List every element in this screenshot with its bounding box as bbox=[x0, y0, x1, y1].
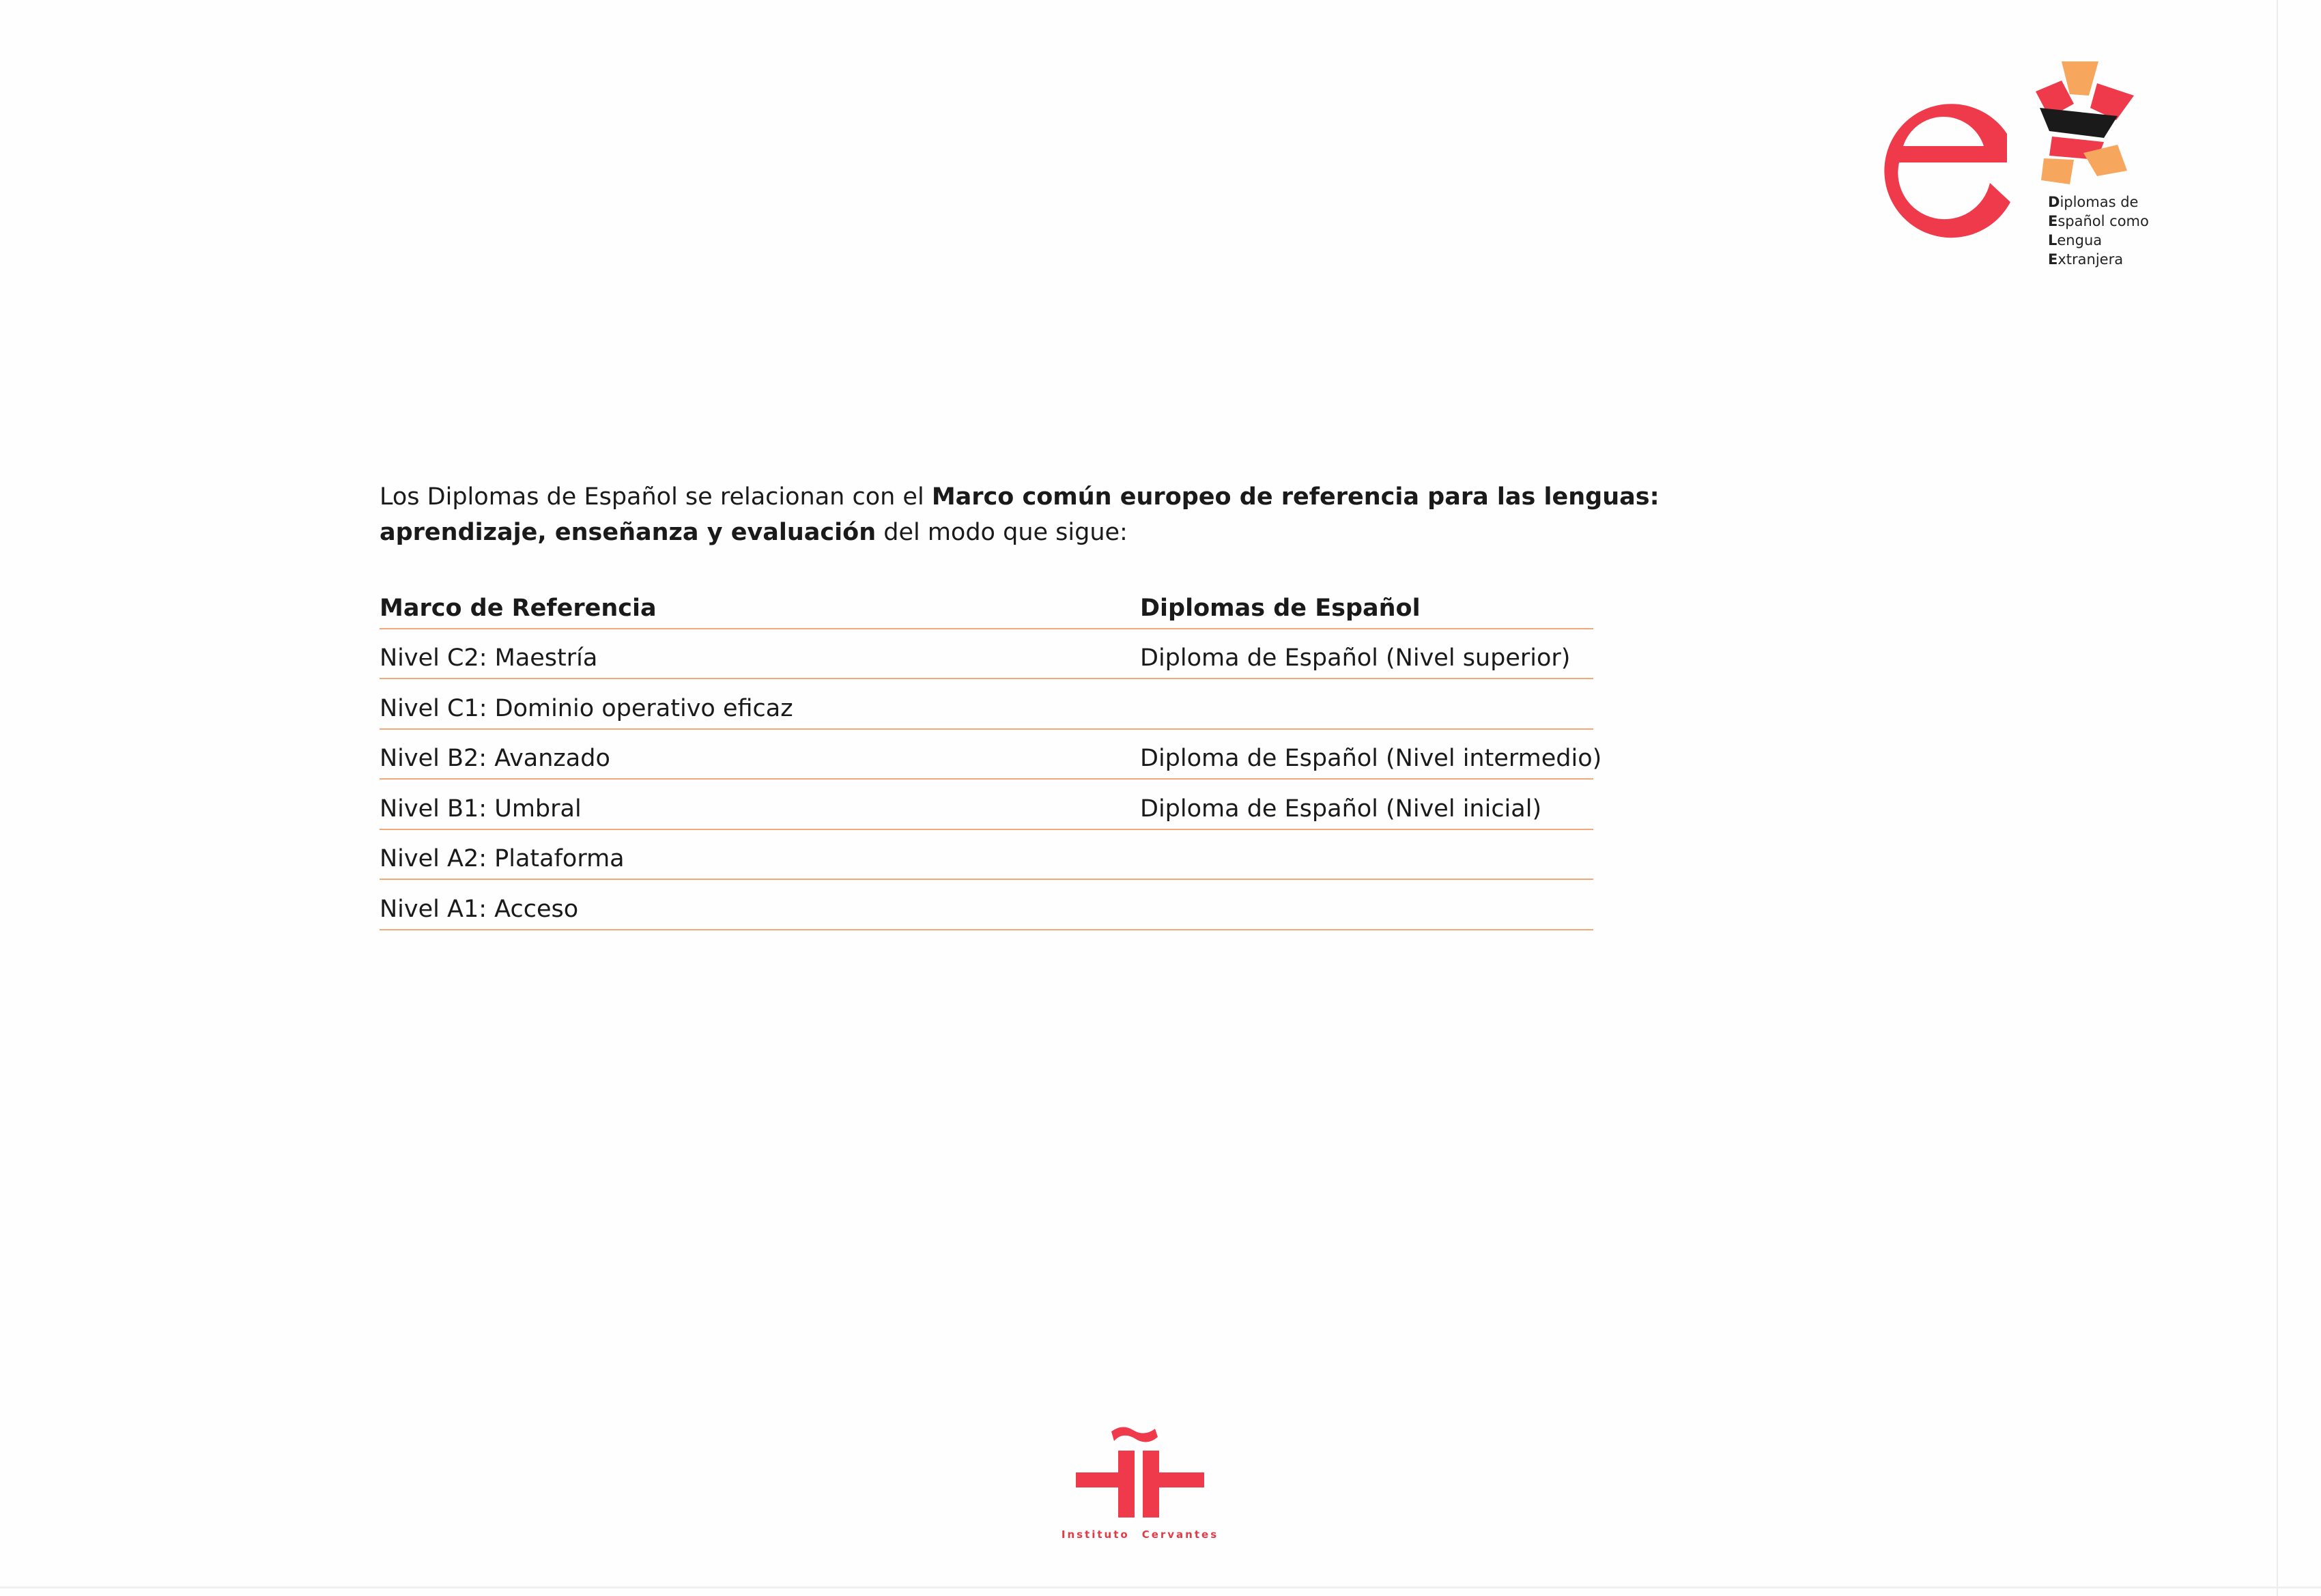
instituto-cervantes-logo bbox=[1051, 1423, 1229, 1550]
intro-line-1: Los Diplomas de Español se relacionan con el Marco común europeo de referencia para las lenguas: bbox=[380, 483, 1660, 511]
level-cell: Nivel B2: Avanzado bbox=[380, 745, 610, 772]
level-cell: Nivel A2: Plataforma bbox=[380, 845, 625, 872]
level-cell: Nivel C2: Maestría bbox=[380, 644, 598, 672]
dele-caption-line: Lengua bbox=[2048, 232, 2103, 248]
header-marco-de-referencia: Marco de Referencia bbox=[380, 594, 657, 622]
equivalence-table bbox=[380, 579, 1602, 930]
dele-caption bbox=[2048, 193, 2149, 269]
level-cell: Nivel A1: Acceso bbox=[380, 895, 579, 923]
cervantes-word-instituto: Instituto bbox=[1061, 1528, 1130, 1541]
level-cell: Nivel C1: Dominio operativo eficaz bbox=[380, 694, 793, 722]
intro-paragraph bbox=[380, 479, 1660, 550]
table-row bbox=[380, 830, 1593, 881]
table-row bbox=[380, 730, 1602, 780]
cervantes-emblem-icon bbox=[1051, 1423, 1229, 1526]
table-row bbox=[380, 880, 1593, 930]
scan-bottom-line bbox=[0, 1586, 2321, 1588]
cervantes-word-cervantes: Cervantes bbox=[1141, 1528, 1219, 1541]
table-header-row bbox=[380, 579, 1593, 629]
table-row bbox=[380, 629, 1593, 680]
dele-caption-line: Español como bbox=[2048, 213, 2149, 229]
scan-edge-line bbox=[2277, 0, 2278, 1596]
intro-line-2: aprendizaje, enseñanza y evaluación del modo que sigue: bbox=[380, 519, 1128, 546]
level-cell: Nivel B1: Umbral bbox=[380, 795, 582, 823]
diploma-cell: Diploma de Español (Nivel inicial) bbox=[1140, 795, 1542, 823]
dele-caption-line: Extranjera bbox=[2048, 251, 2124, 268]
table-row bbox=[380, 679, 1593, 730]
cervantes-caption bbox=[1051, 1528, 1229, 1541]
table-row bbox=[380, 780, 1593, 830]
dele-caption-line: Diplomas de bbox=[2048, 194, 2139, 210]
diploma-cell: Diploma de Español (Nivel intermedio) bbox=[1140, 745, 1602, 772]
dele-logo bbox=[1864, 60, 2178, 279]
diploma-cell: Diploma de Español (Nivel superior) bbox=[1140, 644, 1571, 672]
header-diplomas-de-espanol: Diplomas de Español bbox=[1140, 594, 1421, 622]
